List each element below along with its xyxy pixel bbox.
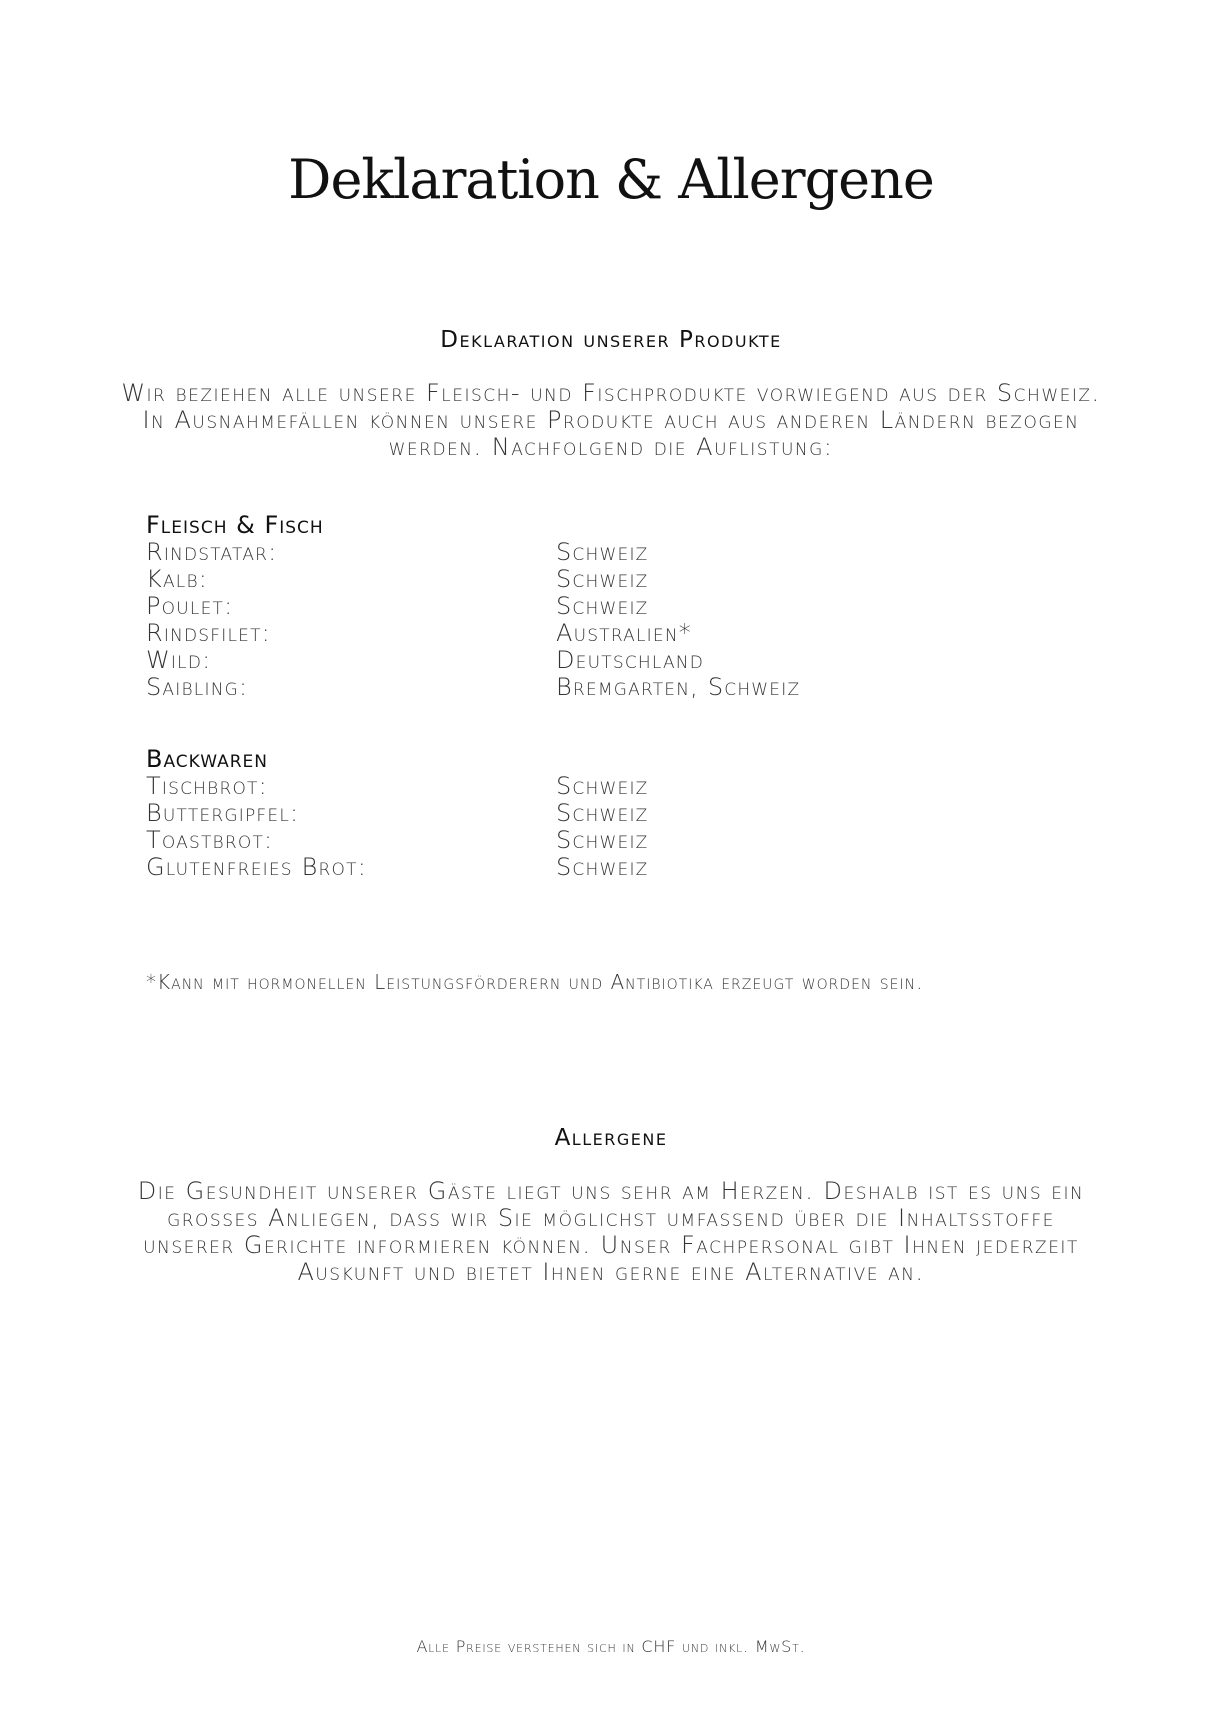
item-label: Rindsfilet: [146, 619, 271, 647]
footnote: *Kann mit hormonellen Leistungsförderern und Antibiotika erzeugt worden sein. [146, 970, 924, 994]
item-origin: Schweiz [556, 592, 649, 620]
item-label: Buttergipfel: [146, 799, 300, 827]
list-item [146, 647, 946, 674]
declaration-heading: Deklaration unserer Produkte [440, 327, 782, 353]
item-origin: Bremgarten, Schweiz [556, 673, 801, 701]
item-label: Rindstatar: [146, 538, 278, 566]
list-item [146, 620, 946, 647]
item-origin: Schweiz [556, 826, 649, 854]
item-label: Saibling: [146, 673, 249, 701]
list-item [146, 566, 946, 593]
item-label: Kalb: [146, 565, 209, 593]
declaration-intro: Wir beziehen alle unsere Fleisch- und Fischprodukte vorwiegend aus der Schweiz. In Ausnahmefällen können unsere Produkte auch aus anderen Ländern bezogen werden. Nachfolgend die Auflistung: [121, 379, 1101, 461]
group-title: Fleisch & Fisch [146, 511, 324, 539]
item-label: Toastbrot: [146, 826, 274, 854]
item-origin: Deutschland [556, 646, 704, 674]
list-item [146, 539, 946, 566]
list-item [146, 773, 946, 800]
item-origin: Australien* [556, 619, 692, 647]
group-title: Backwaren [146, 745, 268, 773]
item-origin: Schweiz [556, 853, 649, 881]
group-meat-fish [146, 512, 946, 701]
list-item [146, 593, 946, 620]
page-title: Deklaration & Allergene [288, 148, 934, 211]
item-origin: Schweiz [556, 799, 649, 827]
item-origin: Schweiz [556, 538, 649, 566]
item-label: Glutenfreies Brot: [146, 853, 367, 881]
item-origin: Schweiz [556, 772, 649, 800]
item-origin: Schweiz [556, 565, 649, 593]
allergens-heading: Allergene [554, 1125, 668, 1151]
list-item [146, 800, 946, 827]
list-item [146, 674, 946, 701]
allergens-text: Die Gesundheit unserer Gäste liegt uns sehr am Herzen. Deshalb ist es uns ein grosses Anliegen, dass wir Sie möglichst umfassend über die Inhaltsstoffe unserer Gerichte informieren können. Unser Fachpersonal gibt Ihnen jederzeit Auskunft und bietet Ihnen gerne eine Alternative an. [137, 1177, 1085, 1286]
list-item [146, 854, 946, 881]
item-label: Tischbrot: [146, 772, 268, 800]
list-item [146, 827, 946, 854]
item-label: Poulet: [146, 592, 234, 620]
price-note: Alle Preise verstehen sich in CHF und inkl. MwSt. [416, 1637, 806, 1656]
item-label: Wild: [146, 646, 212, 674]
group-bakery [146, 746, 946, 881]
